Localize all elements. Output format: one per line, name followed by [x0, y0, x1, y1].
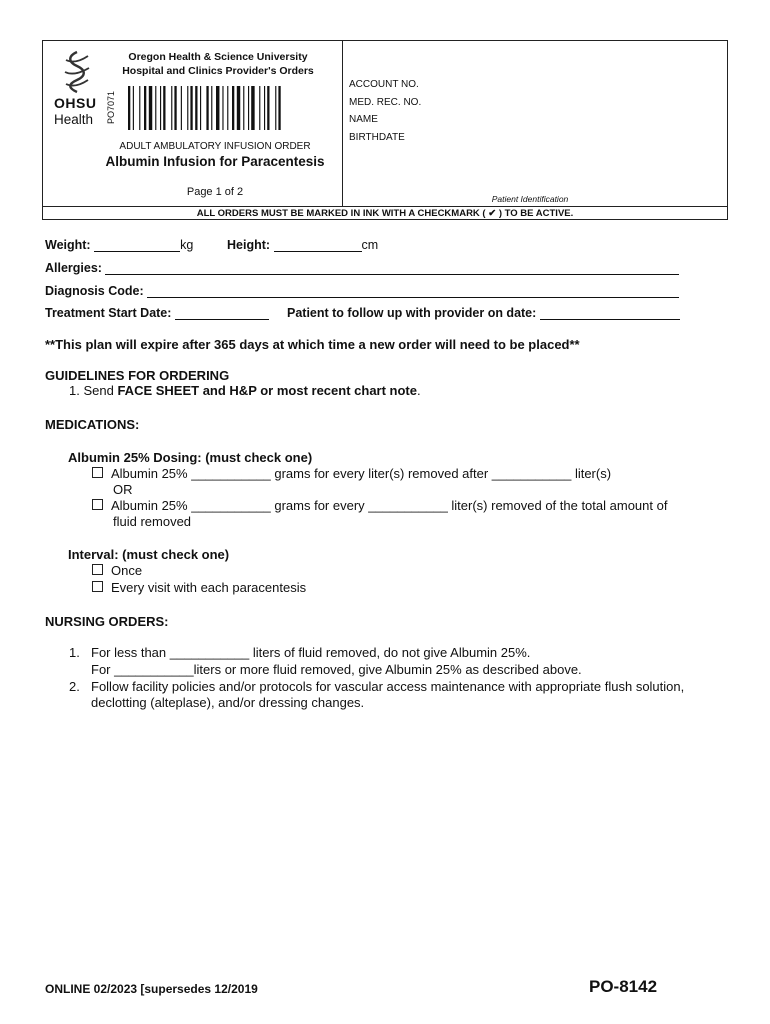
dosing-option-1-text: Albumin 25% ___________ grams for every liter(s) removed after ___________ liter(s) — [111, 466, 612, 481]
allergies-row — [45, 261, 679, 275]
weight-input[interactable] — [94, 239, 180, 252]
treatment-start-label: Treatment Start Date: — [45, 306, 172, 320]
guidelines-item-1-bold: FACE SHEET and H&P or most recent chart note — [117, 383, 417, 398]
followup-input[interactable] — [540, 307, 680, 320]
diagnosis-label: Diagnosis Code: — [45, 284, 144, 298]
dosing-option-2-text: Albumin 25% ___________ grams for every ___________ liter(s) removed of the total amount of — [111, 498, 668, 513]
guidelines-heading: GUIDELINES FOR ORDERING — [45, 368, 230, 383]
org-line-2: Hospital and Clinics Provider's Orders — [122, 65, 314, 77]
organization-name — [112, 50, 324, 78]
name-label: NAME — [349, 114, 378, 125]
medications-heading: MEDICATIONS: — [45, 417, 140, 432]
dosing-option-2-cont: fluid removed — [113, 514, 192, 529]
nursing-item-1-num: 1. — [69, 645, 80, 660]
logo-health-text: Health — [54, 112, 94, 127]
weight-unit: kg — [180, 238, 194, 252]
interval-heading: Interval: (must check one) — [68, 547, 230, 562]
po-code-text: PO7071 — [106, 90, 116, 124]
po-code-vertical — [106, 91, 116, 124]
treatment-start-input[interactable] — [175, 307, 269, 320]
nursing-item-2-line-1: Follow facility policies and/or protocols for vascular access maintenance with appropriate flush solution, — [91, 679, 685, 694]
org-line-1: Oregon Health & Science University — [128, 51, 308, 63]
dosing-option-1-checkbox[interactable] — [92, 467, 103, 478]
dosing-option-1 — [92, 466, 611, 483]
treatment-row — [45, 306, 269, 320]
order-type: ADULT AMBULATORY INFUSION ORDER — [119, 141, 311, 152]
birthdate-label: BIRTHDATE — [349, 132, 405, 143]
allergies-label: Allergies: — [45, 261, 102, 275]
interval-option-2 — [92, 580, 306, 597]
nursing-heading: NURSING ORDERS: — [45, 614, 169, 629]
order-title: Albumin Infusion for Paracentesis — [105, 154, 325, 169]
interval-option-1-text: Once — [111, 563, 143, 578]
interval-option-2-checkbox[interactable] — [92, 581, 103, 592]
all-orders-notice: ALL ORDERS MUST BE MARKED IN INK WITH A CHECKMARK ( ✔ ) TO BE ACTIVE. — [196, 208, 574, 219]
logo-ohsu-text: OHSU — [54, 95, 97, 111]
account-no-label: ACCOUNT NO. — [349, 79, 419, 90]
interval-option-1-checkbox[interactable] — [92, 564, 103, 575]
height-row — [227, 238, 378, 252]
interval-option-2-text: Every visit with each paracentesis — [111, 580, 307, 595]
guidelines-item-1-pre: Send — [83, 383, 118, 398]
footer-form-number: PO-8142 — [589, 977, 658, 996]
dosing-heading: Albumin 25% Dosing: (must check one) — [68, 450, 313, 465]
guidelines-item-1-post: . — [417, 383, 421, 398]
nursing-item-1-line-2: For ___________liters or more fluid removed, give Albumin 25% as described above. — [91, 662, 582, 677]
ohsu-logo-icon — [60, 50, 94, 94]
nursing-item-2-num: 2. — [69, 679, 80, 694]
guidelines-item-1-num: 1. — [69, 383, 80, 398]
diagnosis-input[interactable] — [147, 285, 679, 298]
followup-row — [287, 306, 680, 320]
med-rec-no-label: MED. REC. NO. — [349, 97, 422, 108]
nursing-item-1-line-1: For less than ___________ liters of fluid removed, do not give Albumin 25%. — [91, 645, 531, 660]
interval-option-1 — [92, 563, 142, 580]
height-unit: cm — [361, 238, 379, 252]
weight-label: Weight: — [45, 238, 91, 252]
nursing-item-2-line-2: declotting (alteplase), and/or dressing changes. — [91, 695, 365, 710]
dosing-or: OR — [113, 482, 133, 497]
dosing-option-2 — [92, 498, 667, 515]
weight-row — [45, 238, 193, 252]
diagnosis-row — [45, 284, 679, 298]
followup-label: Patient to follow up with provider on date: — [287, 306, 537, 320]
expire-note: **This plan will expire after 365 days at which time a new order will need to be placed** — [45, 337, 580, 352]
page-number: Page 1 of 2 — [186, 186, 244, 198]
guidelines-item-1 — [69, 383, 421, 400]
barcode-icon — [128, 86, 328, 130]
allergies-input[interactable] — [105, 262, 679, 275]
height-label: Height: — [227, 238, 271, 252]
height-input[interactable] — [274, 239, 362, 252]
dosing-option-2-checkbox[interactable] — [92, 499, 103, 510]
patient-identification-label: Patient Identification — [491, 194, 569, 204]
footer-revision: ONLINE 02/2023 [supersedes 12/2019 — [45, 982, 258, 996]
